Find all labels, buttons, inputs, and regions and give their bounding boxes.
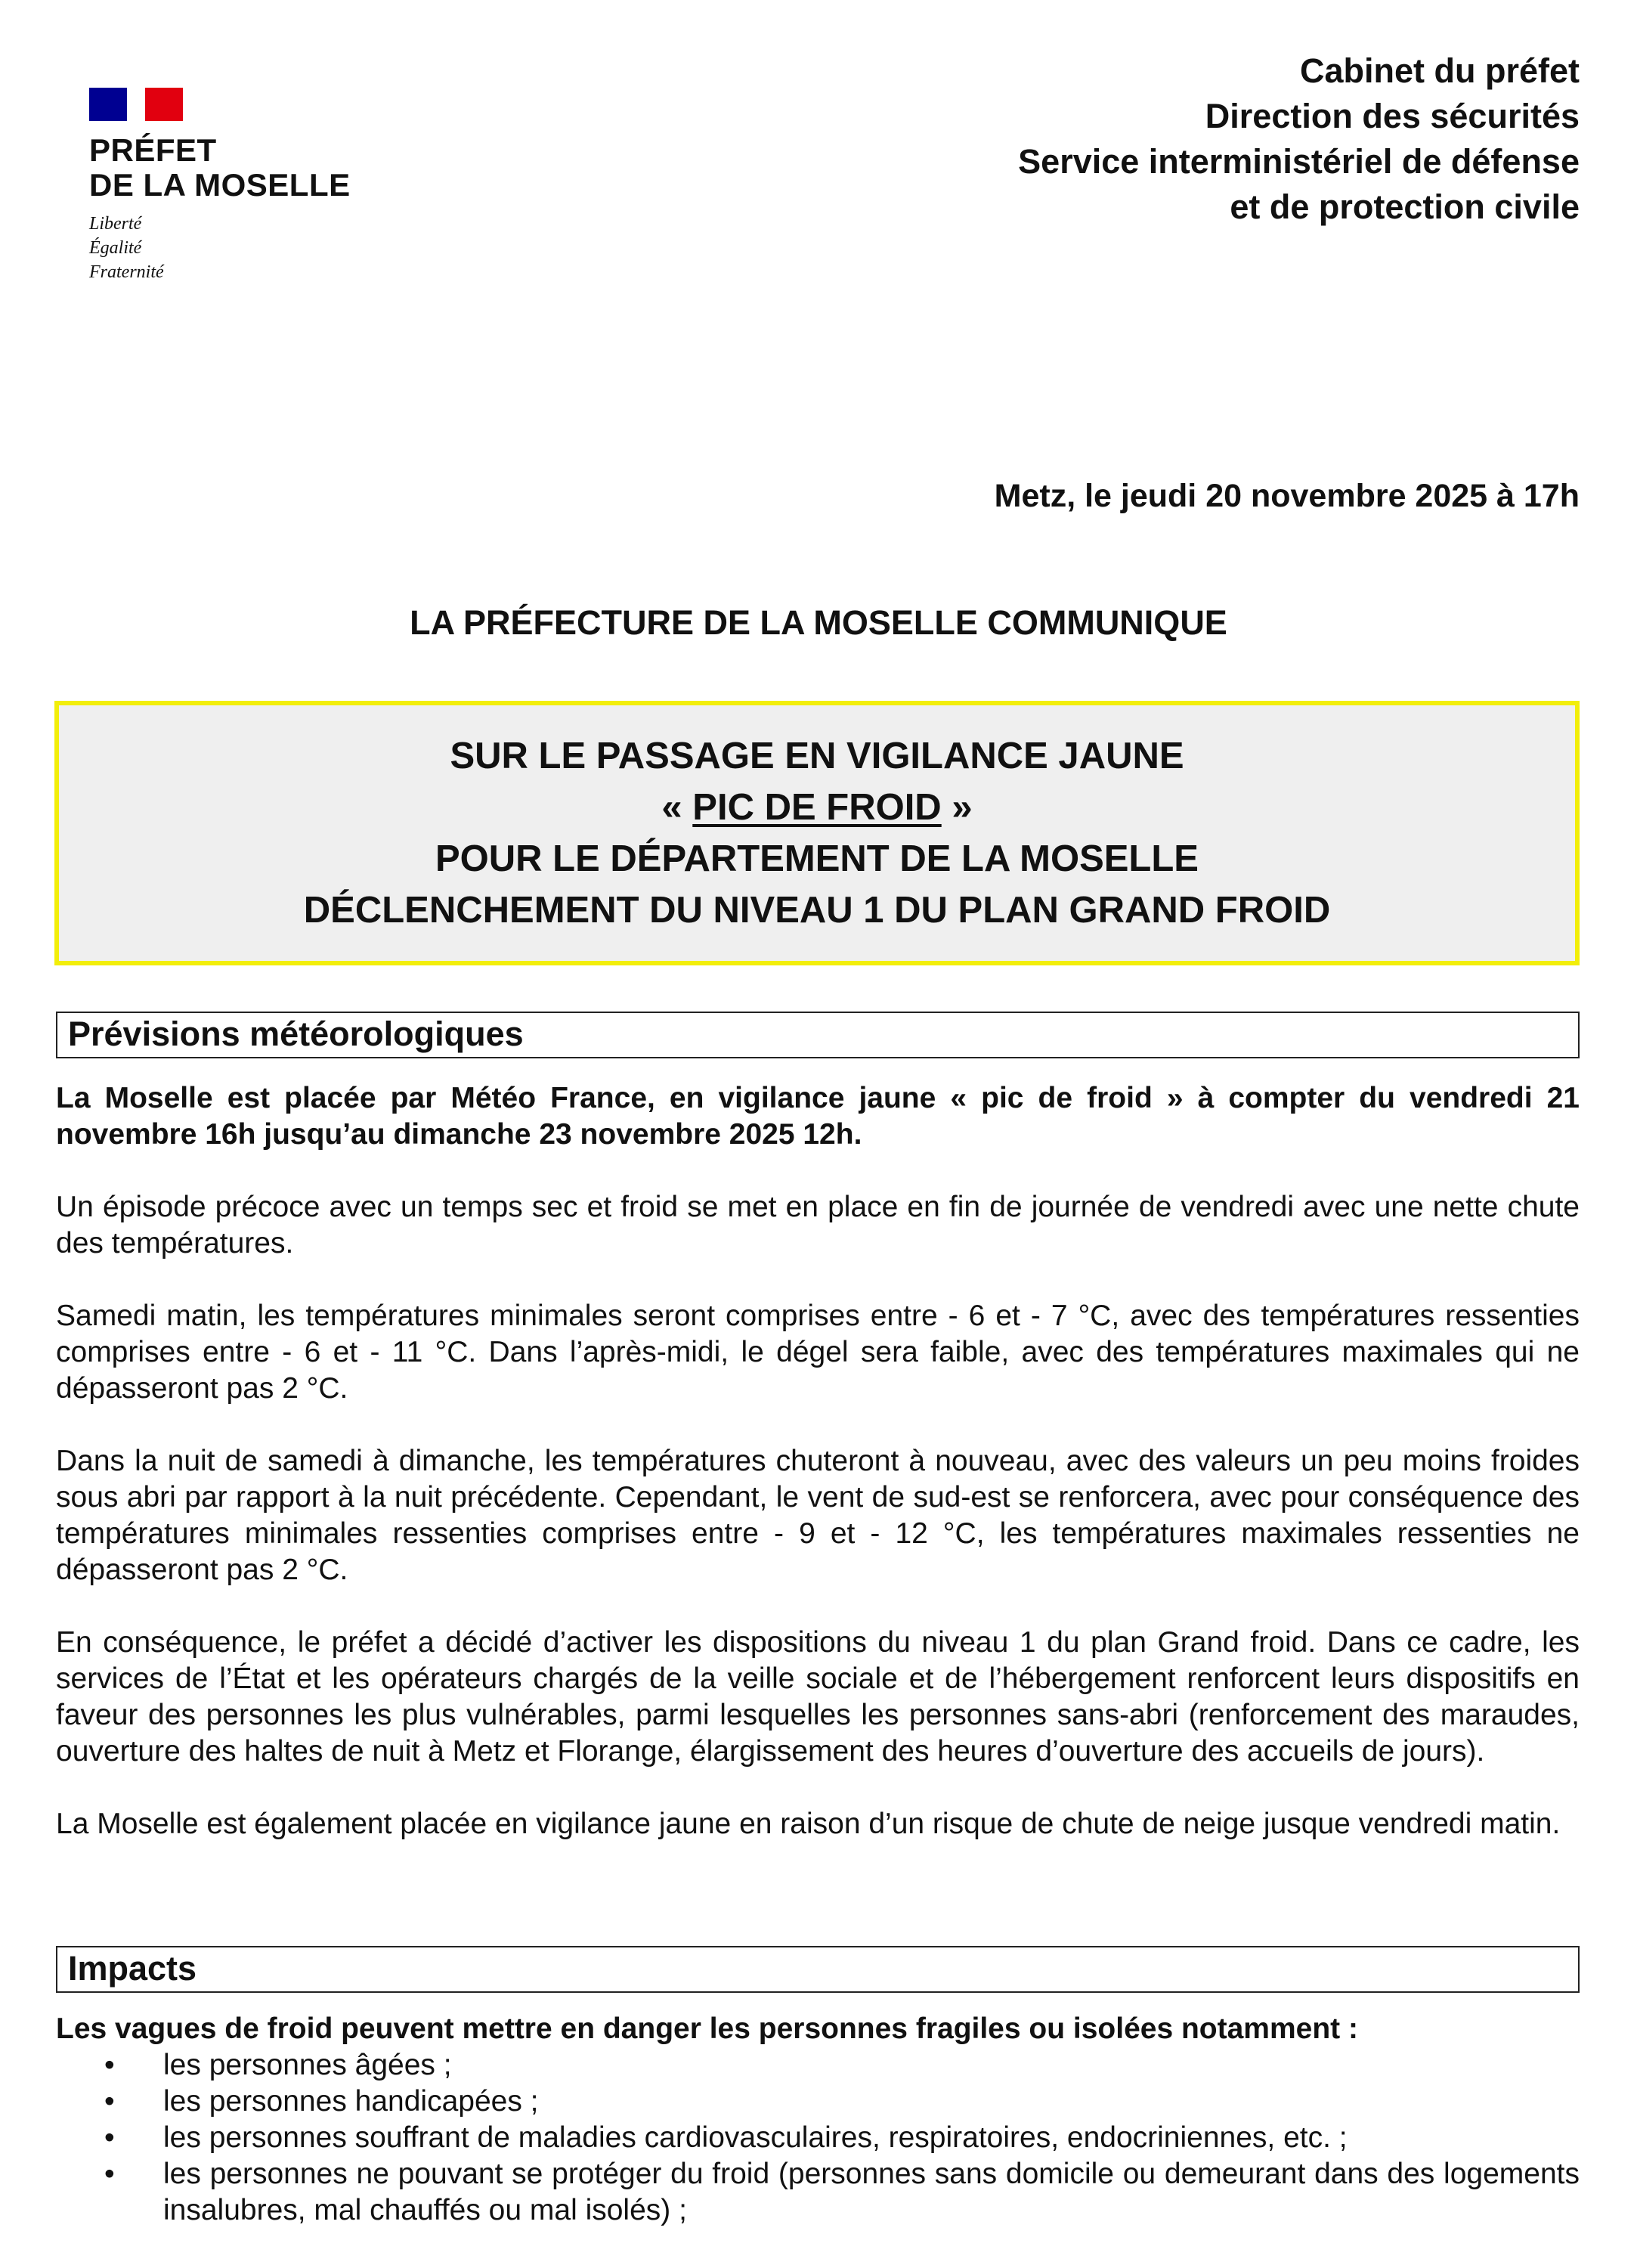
headline-underlined: PIC DE FROID (692, 787, 942, 828)
headline-line-3: POUR LE DÉPARTEMENT DE LA MOSELLE (435, 838, 1199, 879)
previsions-paragraph: Un épisode précoce avec un temps sec et froid se met en place en fin de journée de vendredi avec une nette chute des températures. (56, 1191, 1580, 1259)
list-item-text: les personnes ne pouvant se protéger du froid (personnes sans domicile ou demeurant dans des logements insalubres, mal chauffés ou mal isolés) ; (163, 2158, 1580, 2226)
republic-motto (89, 212, 407, 284)
communique-heading: LA PRÉFECTURE DE LA MOSELLE COMMUNIQUE (410, 603, 1227, 642)
previsions-content (56, 1080, 1580, 1842)
logo-title-line-2: DE LA MOSELLE (89, 167, 351, 203)
motto-egalite: Égalité (89, 238, 142, 258)
previsions-paragraph: Dans la nuit de samedi à dimanche, les températures chuteront à nouveau, avec des valeurs un peu moins froides sous abri par rapport à la nuit précédente. Cependant, le vent de sud-est se renforcera, avec pour conséquence des températures minimales ressenties comprises entre - 9 et - 12 °C, les températures maximales ressenties ne dépasseront pas 2 °C. (56, 1445, 1580, 1586)
headline-box (54, 701, 1580, 965)
list-item (56, 2047, 1580, 2084)
list-item-text: les personnes handicapées ; (163, 2085, 539, 2118)
list-item (56, 2120, 1580, 2156)
prefecture-logo (89, 88, 407, 284)
header-line: et de protection civile (1230, 187, 1580, 226)
bullet-icon: • (104, 2121, 115, 2154)
bullet-icon: • (104, 2158, 115, 2190)
marianne-flag-icon (89, 88, 183, 121)
release-date: Metz, le jeudi 20 novembre 2025 à 17h (994, 478, 1580, 514)
section-header-previsions: Prévisions météorologiques (56, 1012, 1580, 1058)
header-line: Direction des sécurités (1205, 97, 1580, 135)
header-line: Cabinet du préfet (1299, 51, 1580, 90)
quote-open: « (661, 787, 693, 828)
previsions-paragraph: En conséquence, le préfet a décidé d’activer les dispositions du niveau 1 du plan Grand froid. Dans ce cadre, les services de l’État et les opérateurs chargés de la veille sociale et de l’hébergement renforcent leurs dispositifs en faveur des personnes les plus vulnérables, parmi lesquelles les personnes sans-abri (renforcement des maraudes, ouverture des haltes de nuit à Metz et Florange, élargissement des heures d’ouverture des accueils de jours). (56, 1626, 1580, 1768)
previsions-paragraph: Samedi matin, les températures minimales seront comprises entre - 6 et - 7 °C, avec des températures ressenties comprises entre - 6 et - 11 °C. Dans l’après-midi, le dégel sera faible, avec des températures maximales qui ne dépasseront pas 2 °C. (56, 1300, 1580, 1405)
previsions-paragraph: La Moselle est également placée en vigilance jaune en raison d’un risque de chute de neige jusque vendredi matin. (56, 1808, 1561, 1840)
motto-fraternite: Fraternité (89, 262, 164, 282)
list-item-text: les personnes âgées ; (163, 2049, 452, 2081)
section-header-impacts: Impacts (56, 1946, 1580, 1993)
header-line: Service interministériel de défense (1018, 142, 1580, 181)
bullet-icon: • (104, 2049, 115, 2081)
headline-line-4: DÉCLENCHEMENT DU NIVEAU 1 DU PLAN GRAND FROID (303, 890, 1331, 931)
logo-title-line-1: PRÉFET (89, 132, 217, 168)
list-item (56, 2156, 1580, 2229)
logo-title (89, 133, 407, 203)
list-item (56, 2084, 1580, 2120)
issuing-service-header (1018, 48, 1580, 230)
previsions-lead: La Moselle est placée par Météo France, en vigilance jaune « pic de froid » à compter du vendredi 21 novembre 16h jusqu’au dimanche 23 novembre 2025 12h. (56, 1082, 1580, 1151)
motto-liberte: Liberté (89, 214, 142, 234)
bullet-icon: • (104, 2085, 115, 2118)
quote-close: » (941, 787, 973, 828)
headline-line-1: SUR LE PASSAGE EN VIGILANCE JAUNE (450, 736, 1184, 776)
list-item-text: les personnes souffrant de maladies cardiovasculaires, respiratoires, endocriniennes, etc. ; (163, 2121, 1348, 2154)
headline-line-2 (661, 782, 972, 833)
impacts-list (56, 2047, 1580, 2229)
impacts-intro: Les vagues de froid peuvent mettre en danger les personnes fragiles ou isolées notamment : (56, 2012, 1358, 2045)
